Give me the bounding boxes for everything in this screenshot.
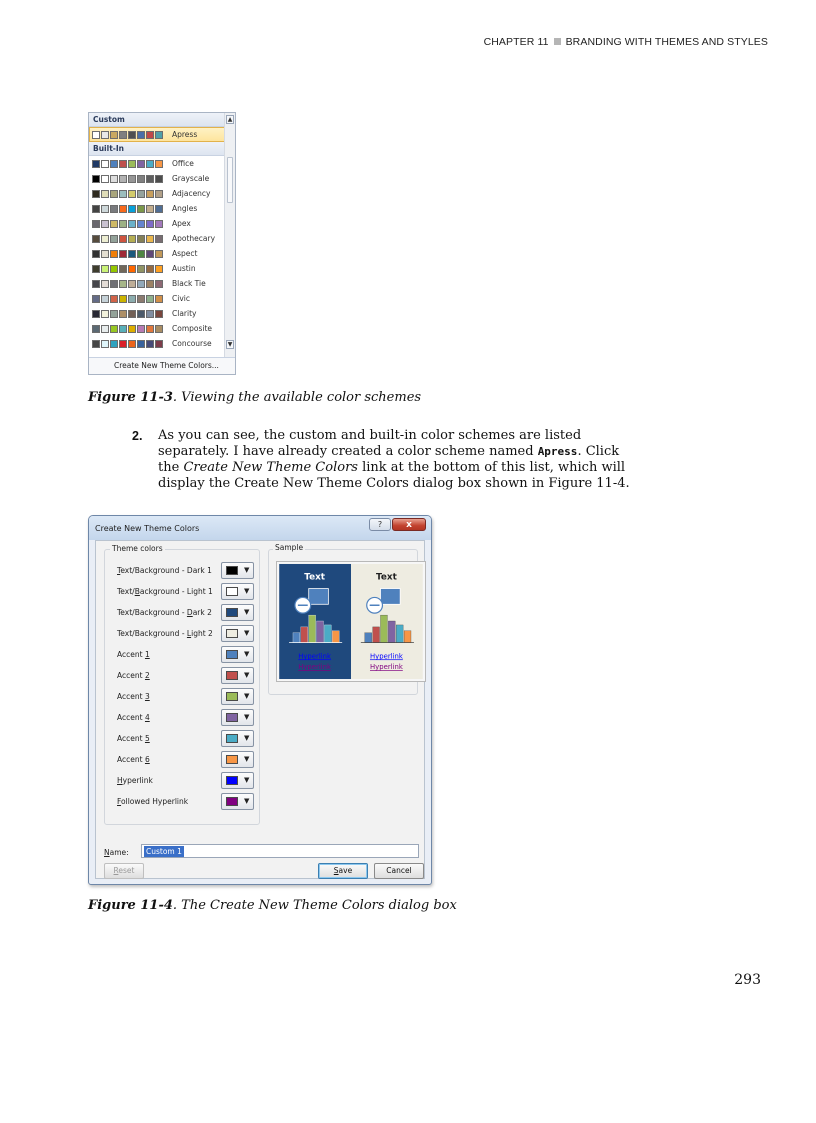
step-text-part-2: . Click the	[158, 444, 620, 475]
color-swatch	[146, 205, 154, 213]
color-swatch	[110, 160, 118, 168]
color-swatch	[226, 629, 238, 638]
color-swatch	[101, 325, 109, 333]
color-picker-button[interactable]	[221, 583, 254, 600]
chapter-label: CHAPTER 11	[483, 36, 549, 48]
color-swatch	[128, 310, 136, 318]
sample-hyperlink: Hyperlink	[369, 652, 403, 661]
close-button[interactable]	[392, 518, 426, 531]
color-swatch	[226, 692, 238, 701]
color-scheme-name: Apress	[172, 130, 198, 139]
sample-preview	[276, 561, 426, 682]
chevron-down-icon: ▼	[244, 671, 250, 679]
color-scheme-item[interactable]	[89, 156, 225, 171]
color-swatch	[128, 295, 136, 303]
create-link-label: Create New Theme Colors...	[114, 361, 219, 370]
color-swatch	[92, 205, 100, 213]
color-picker-button[interactable]	[221, 646, 254, 663]
theme-color-row	[117, 688, 257, 706]
color-swatch	[92, 160, 100, 168]
color-scheme-item[interactable]	[89, 276, 225, 291]
color-scheme-name: Black Tie	[172, 279, 206, 288]
color-swatch	[155, 295, 163, 303]
color-swatch	[226, 671, 238, 680]
color-scheme-item[interactable]	[89, 186, 225, 201]
color-swatch	[137, 160, 145, 168]
color-swatch	[226, 608, 238, 617]
sample-bar	[301, 627, 308, 643]
color-swatch	[128, 340, 136, 348]
dialog-title: Create New Theme Colors	[95, 524, 200, 533]
color-swatch	[101, 295, 109, 303]
color-swatch	[137, 131, 145, 139]
color-swatch	[101, 205, 109, 213]
color-swatch	[119, 340, 127, 348]
scroll-up-icon[interactable]: ▲	[227, 116, 233, 123]
theme-colors-legend: Theme colors	[112, 544, 163, 553]
color-swatch	[137, 265, 145, 273]
color-swatch	[92, 131, 100, 139]
color-swatch	[155, 325, 163, 333]
color-swatch	[146, 160, 154, 168]
color-swatch	[128, 205, 136, 213]
theme-color-row	[117, 751, 257, 769]
color-swatch	[137, 280, 145, 288]
color-swatch	[101, 280, 109, 288]
sample-bar	[324, 625, 331, 643]
sample-hyperlink: Hyperlink	[298, 652, 332, 661]
color-scheme-item[interactable]	[89, 171, 225, 186]
color-swatch	[110, 131, 118, 139]
gallery-scrollbar[interactable]	[224, 113, 235, 359]
color-swatch	[128, 220, 136, 228]
color-swatch	[137, 325, 145, 333]
create-theme-colors-dialog	[88, 515, 432, 885]
color-swatch	[137, 295, 145, 303]
color-swatch	[128, 131, 136, 139]
color-swatch	[110, 325, 118, 333]
color-swatch	[226, 776, 238, 785]
running-header	[484, 36, 768, 48]
color-swatch	[155, 205, 163, 213]
sample-bar	[332, 631, 339, 643]
color-swatch	[137, 340, 145, 348]
chapter-title: BRANDING WITH THEMES AND STYLES	[565, 36, 768, 48]
color-scheme-name: Clarity	[172, 309, 197, 318]
color-swatch	[92, 340, 100, 348]
step-text-part-3: link at the bottom of this list, which will display the Create New Theme Colors dialog box shown in Figure 11-4.	[158, 460, 630, 491]
help-icon: ?	[377, 520, 383, 529]
theme-color-label: Accent 5	[117, 734, 150, 743]
theme-colors-group	[104, 544, 260, 825]
color-swatch	[119, 295, 127, 303]
step-emphasis: Create New Theme Colors	[183, 460, 358, 475]
color-swatch	[119, 175, 127, 183]
step-text-part-1: As you can see, the custom and built-in color schemes are listed separately. I have already created a color scheme named	[158, 428, 582, 459]
sample-bar	[309, 615, 316, 643]
color-swatch	[155, 220, 163, 228]
color-picker-button[interactable]	[221, 667, 254, 684]
color-swatch	[137, 190, 145, 198]
theme-color-row	[117, 793, 257, 811]
color-swatch	[92, 220, 100, 228]
color-swatch	[155, 235, 163, 243]
create-theme-colors-link[interactable]	[89, 357, 235, 374]
dialog-title-bar	[89, 516, 431, 540]
gallery-section-header: Custom	[89, 113, 225, 127]
color-swatch	[119, 235, 127, 243]
color-swatch	[110, 310, 118, 318]
color-scheme-item[interactable]	[89, 306, 225, 321]
figure-11-3-caption	[88, 390, 421, 405]
color-swatch	[137, 175, 145, 183]
sample-bar	[293, 633, 300, 643]
color-swatch	[155, 280, 163, 288]
color-swatch	[146, 295, 154, 303]
color-swatch	[128, 250, 136, 258]
theme-color-label: Followed Hyperlink	[117, 797, 189, 806]
color-swatch	[101, 340, 109, 348]
color-swatch	[146, 250, 154, 258]
color-swatch	[110, 340, 118, 348]
color-scheme-name: Aspect	[172, 249, 198, 258]
help-button[interactable]	[369, 518, 391, 531]
theme-color-row	[117, 667, 257, 685]
color-swatch	[155, 131, 163, 139]
color-swatch	[110, 175, 118, 183]
theme-color-label: Accent 1	[117, 650, 150, 659]
color-swatch	[155, 310, 163, 318]
step-text	[158, 428, 638, 492]
color-scheme-name: Composite	[172, 324, 213, 333]
color-swatch	[110, 295, 118, 303]
color-swatch	[128, 280, 136, 288]
color-swatch	[226, 713, 238, 722]
theme-color-row	[117, 772, 257, 790]
color-swatch	[137, 310, 145, 318]
color-swatch	[101, 131, 109, 139]
color-swatch	[110, 250, 118, 258]
theme-color-label: Text/Background - Dark 2	[117, 608, 212, 617]
color-swatch	[155, 160, 163, 168]
color-swatch	[146, 340, 154, 348]
color-scheme-name: Angles	[172, 204, 198, 213]
color-picker-button[interactable]	[221, 709, 254, 726]
sample-text-label: Text	[304, 572, 326, 583]
color-scheme-item[interactable]	[89, 336, 225, 351]
theme-color-label: Text/Background - Dark 1	[117, 566, 212, 575]
color-swatch	[101, 160, 109, 168]
theme-color-row	[117, 709, 257, 727]
name-input[interactable]	[141, 844, 419, 858]
color-scheme-name: Adjacency	[172, 189, 211, 198]
sample-bar	[404, 631, 411, 643]
color-swatch	[119, 190, 127, 198]
theme-color-label: Accent 3	[117, 692, 150, 701]
sample-bar	[317, 621, 324, 643]
color-scheme-name: Apex	[172, 219, 191, 228]
color-swatch	[146, 280, 154, 288]
figure-caption-text: . The Create New Theme Colors dialog box	[172, 898, 457, 913]
color-swatch	[155, 265, 163, 273]
color-picker-button[interactable]	[221, 604, 254, 621]
dialog-body	[95, 540, 425, 879]
chevron-down-icon: ▼	[244, 755, 250, 763]
color-swatch	[110, 235, 118, 243]
theme-color-row	[117, 604, 257, 622]
chevron-down-icon: ▼	[244, 608, 250, 616]
color-swatch	[101, 220, 109, 228]
color-swatch	[119, 280, 127, 288]
theme-color-label: Accent 4	[117, 713, 150, 722]
figure-label: Figure 11-3	[88, 390, 173, 405]
theme-color-row	[117, 562, 257, 580]
color-swatch	[226, 566, 238, 575]
color-swatch	[92, 190, 100, 198]
theme-color-label: Hyperlink	[117, 776, 153, 785]
color-swatch	[155, 250, 163, 258]
color-swatch	[110, 280, 118, 288]
color-picker-button[interactable]	[221, 562, 254, 579]
step-number: 2.	[132, 429, 143, 443]
color-swatch	[128, 325, 136, 333]
color-swatch	[137, 220, 145, 228]
color-swatch	[128, 190, 136, 198]
figure-label: Figure 11-4	[88, 898, 173, 913]
color-swatch	[146, 175, 154, 183]
color-swatch	[92, 265, 100, 273]
color-swatch	[128, 235, 136, 243]
name-label: Name:	[104, 848, 129, 857]
color-swatch	[128, 160, 136, 168]
sample-followed-hyperlink: Hyperlink	[298, 663, 332, 672]
color-swatch	[92, 325, 100, 333]
color-scheme-name: Concourse	[172, 339, 212, 348]
color-swatch	[101, 310, 109, 318]
color-swatch	[119, 250, 127, 258]
sample-bar	[381, 615, 388, 643]
color-swatch	[137, 205, 145, 213]
color-picker-button[interactable]	[221, 730, 254, 747]
color-swatch	[155, 175, 163, 183]
sample-legend: Sample	[275, 543, 304, 552]
color-swatch	[101, 250, 109, 258]
color-scheme-name: Civic	[172, 294, 190, 303]
color-swatch	[226, 734, 238, 743]
sample-text-label: Text	[376, 572, 397, 583]
color-swatch	[226, 650, 238, 659]
color-swatch	[101, 235, 109, 243]
sample-bar	[396, 625, 403, 643]
theme-color-row	[117, 583, 257, 601]
color-swatch	[119, 220, 127, 228]
gallery-section-header: Built-In	[89, 142, 225, 156]
chevron-down-icon: ▼	[244, 713, 250, 721]
chevron-down-icon: ▼	[244, 734, 250, 742]
sample-gradient-shape	[309, 589, 329, 605]
color-swatch	[119, 205, 127, 213]
color-swatch	[128, 265, 136, 273]
inline-code: Apress	[537, 445, 578, 458]
color-scheme-item[interactable]	[89, 201, 225, 216]
save-button[interactable]: Save	[318, 863, 368, 879]
color-scheme-name: Apothecary	[172, 234, 216, 243]
theme-color-row	[117, 730, 257, 748]
color-swatch	[226, 797, 238, 806]
color-scheme-item[interactable]	[89, 321, 225, 336]
sample-bar	[388, 621, 395, 643]
chevron-down-icon: ▼	[244, 629, 250, 637]
color-scheme-item[interactable]	[89, 216, 225, 231]
color-swatch	[119, 310, 127, 318]
color-scheme-list	[89, 113, 225, 351]
theme-color-row	[117, 625, 257, 643]
color-swatch	[119, 160, 127, 168]
color-scheme-item[interactable]	[89, 246, 225, 261]
header-separator	[554, 38, 561, 45]
color-picker-button[interactable]	[221, 688, 254, 705]
color-scheme-item[interactable]	[89, 261, 225, 276]
color-swatch	[92, 250, 100, 258]
color-swatch	[119, 265, 127, 273]
sample-followed-hyperlink: Hyperlink	[369, 663, 403, 672]
color-scheme-item[interactable]	[89, 291, 225, 306]
color-swatch	[137, 250, 145, 258]
color-swatch	[110, 265, 118, 273]
color-swatch	[146, 190, 154, 198]
color-scheme-item[interactable]	[89, 231, 225, 246]
page-number: 293	[734, 972, 761, 988]
sample-bar	[373, 627, 380, 643]
color-picker-button[interactable]	[221, 772, 254, 789]
sample-group	[268, 543, 418, 695]
figure-caption-text: . Viewing the available color schemes	[172, 390, 422, 405]
scroll-thumb[interactable]	[227, 157, 233, 203]
color-swatch	[110, 220, 118, 228]
color-swatch	[101, 265, 109, 273]
theme-color-label: Accent 2	[117, 671, 150, 680]
reset-button[interactable]: Reset	[104, 863, 144, 879]
theme-color-label: Accent 6	[117, 755, 150, 764]
color-swatch	[146, 235, 154, 243]
color-swatch	[137, 235, 145, 243]
color-picker-button[interactable]	[221, 751, 254, 768]
color-swatch	[92, 175, 100, 183]
color-swatch	[92, 295, 100, 303]
theme-color-row	[117, 646, 257, 664]
chevron-down-icon: ▼	[244, 566, 250, 574]
color-swatch	[146, 325, 154, 333]
color-swatch	[92, 280, 100, 288]
color-swatch	[110, 190, 118, 198]
sample-gradient-shape	[381, 589, 401, 605]
color-scheme-gallery	[88, 112, 236, 375]
chevron-down-icon: ▼	[244, 587, 250, 595]
cancel-button[interactable]: Cancel	[374, 863, 424, 879]
figure-11-4-caption	[88, 898, 457, 913]
color-swatch	[92, 235, 100, 243]
color-picker-button[interactable]	[221, 625, 254, 642]
color-swatch	[146, 265, 154, 273]
color-scheme-name: Grayscale	[172, 174, 210, 183]
color-swatch	[101, 175, 109, 183]
color-swatch	[146, 310, 154, 318]
theme-color-label: Text/Background - Light 1	[117, 587, 213, 596]
color-swatch	[119, 325, 127, 333]
scroll-down-icon[interactable]: ▼	[227, 341, 233, 348]
close-icon: x	[406, 520, 412, 530]
color-picker-button[interactable]	[221, 793, 254, 810]
color-scheme-item[interactable]	[89, 127, 225, 142]
chevron-down-icon: ▼	[244, 650, 250, 658]
color-swatch	[110, 205, 118, 213]
chevron-down-icon: ▼	[244, 692, 250, 700]
color-swatch	[226, 755, 238, 764]
color-swatch	[155, 190, 163, 198]
color-swatch	[146, 220, 154, 228]
chevron-down-icon: ▼	[244, 776, 250, 784]
color-scheme-name: Austin	[172, 264, 196, 273]
color-swatch	[128, 175, 136, 183]
sample-bar	[365, 633, 372, 643]
color-swatch	[155, 340, 163, 348]
color-swatch	[146, 131, 154, 139]
chevron-down-icon: ▼	[244, 797, 250, 805]
color-swatch	[92, 310, 100, 318]
color-swatch	[226, 587, 238, 596]
theme-color-label: Text/Background - Light 2	[117, 629, 213, 638]
color-swatch	[119, 131, 127, 139]
color-scheme-name: Office	[172, 159, 194, 168]
color-swatch	[101, 190, 109, 198]
name-value: Custom 1	[146, 847, 182, 856]
